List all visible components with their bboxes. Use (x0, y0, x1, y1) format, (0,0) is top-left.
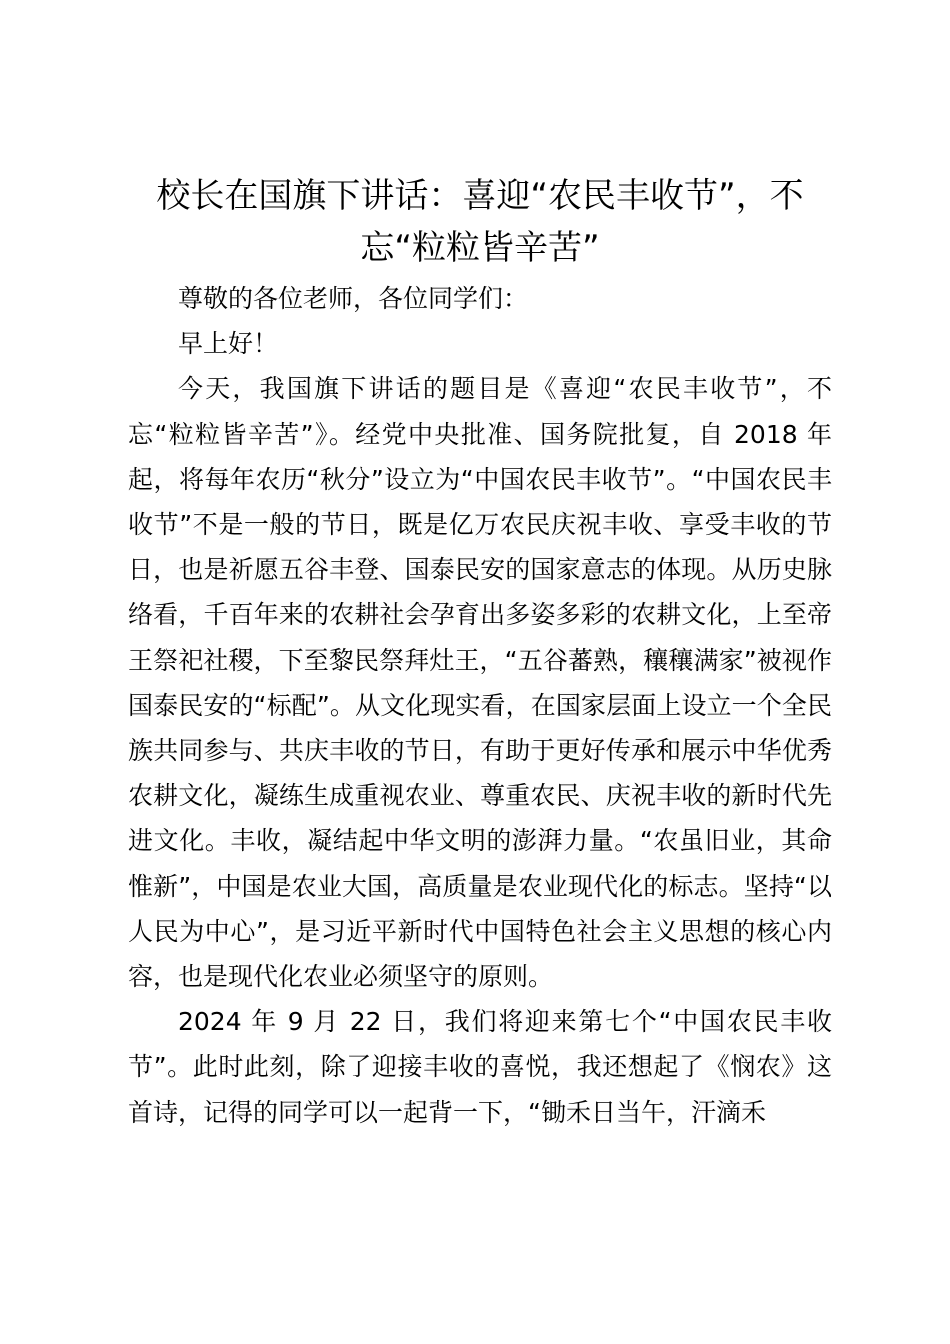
salutation-paragraph: 尊敬的各位老师，各位同学们： (178, 284, 529, 313)
document-title: 校长在国旗下讲话：喜迎“农民丰收节”，不忘“粒粒皆辛苦” (156, 176, 804, 268)
document-body (128, 276, 832, 1135)
body-paragraph: 今天，我国旗下讲话的题目是《喜迎“农民丰收节”，不忘“粒粒皆辛苦”》。经党中央批准、国务院批复，自 2018 年起，将每年农历“秋分”设立为“中国农民丰收节”。“中国农民丰收节”不是一般的节日，既是亿万农民庆祝丰收、享受丰收的节日，也是祈愿五谷丰登、国泰民安的国家意志的体现。从历史脉络看，千百年来的农耕社会孕育出多姿多彩的农耕文化，上至帝王祭祀社稷，下至黎民祭拜灶王，“五谷蕃熟，穰穰满家”被视作国泰民安的“标配”。从文化现实看，在国家层面上设立一个全民族共同参与、共庆丰收的节日，有助于更好传承和展示中华优秀农耕文化，凝练生成重视农业、尊重农民、庆祝丰收的新时代先进文化。丰收，凝结起中华文明的澎湃力量。“农虽旧业，其命惟新”，中国是农业大国，高质量是农业现代化的标志。坚持“以人民为中心”，是习近平新时代中国特色社会主义思想的核心内容，也是现代化农业必须坚守的原则。 (128, 374, 832, 992)
greeting-paragraph: 早上好！ (178, 329, 279, 359)
body-paragraph: 2024 年 9 月 22 日，我们将迎来第七个“中国农民丰收节”。此时此刻，除了迎接丰收的喜悦，我还想起了《悯农》这首诗，记得的同学可以一起背一下，“锄禾日当午，汗滴禾 (128, 1007, 832, 1127)
